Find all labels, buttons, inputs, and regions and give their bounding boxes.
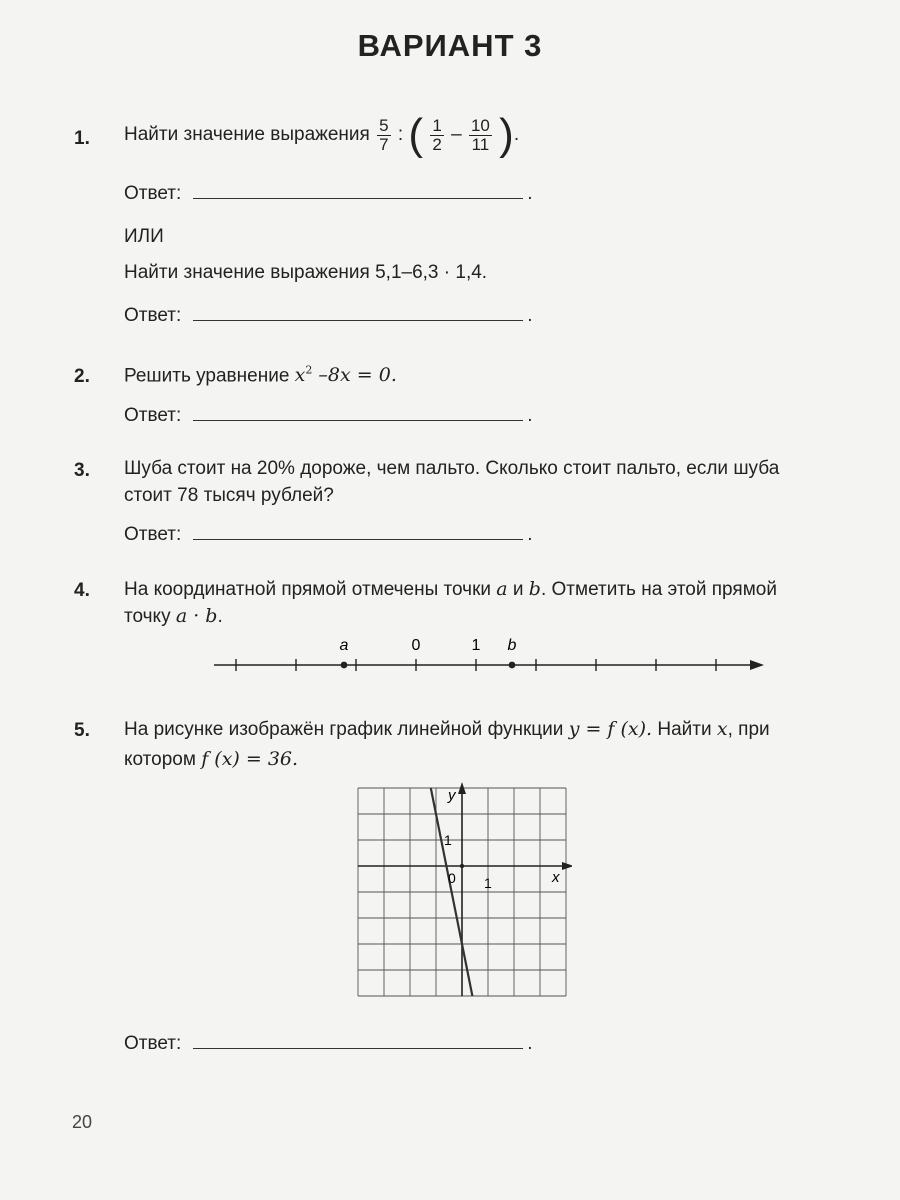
question-1-text: Найти значение выражения $\frac{5}{7}$ : ( $\frac{1}{2}$ – $\frac{10}{11}$ ). — [124, 110, 520, 159]
fraction-1-2: $\frac{1}{2}$ — [432, 115, 442, 154]
number-line — [200, 630, 780, 686]
x-tick-label: 1 — [484, 875, 492, 891]
question-4-number: 4. — [74, 580, 90, 601]
answer-field-5[interactable] — [193, 1030, 523, 1049]
fraction-10-11: $\frac{10}{11}$ — [470, 115, 490, 154]
answer-field-3[interactable] — [193, 521, 523, 540]
question-1-alt-text: Найти значение выражения 5,1–6,3 · 1,4. — [124, 262, 488, 283]
question-2-text: Решить уравнение $x^2$ –8x = 0. — [124, 364, 397, 387]
question-5-number: 5. — [74, 720, 90, 741]
y-tick-label: 1 — [444, 832, 452, 848]
question-5-line-1: На рисунке изображён график линейной функции y = f (x). Найти x, при — [124, 718, 770, 740]
function-graph — [352, 782, 572, 1022]
question-3-number: 3. — [74, 460, 90, 481]
question-3-line-2: стоит 78 тысяч рублей? — [124, 485, 334, 506]
question-1-prompt: Найти значение выражения — [124, 124, 370, 145]
answer-field-1b[interactable] — [193, 302, 523, 321]
point-b — [509, 662, 516, 669]
question-5-line-2: котором f (x) = 36. — [124, 748, 299, 770]
origin-label: 0 — [448, 870, 456, 886]
fraction-5-7: $\frac{5}{7}$ — [379, 115, 389, 154]
answer-row-2: Ответ: . — [124, 402, 533, 427]
question-1-number: 1. — [74, 128, 90, 149]
question-4-line-2: точку a · b. — [124, 605, 223, 627]
y-axis-label: y — [448, 787, 456, 804]
page-title: ВАРИАНТ 3 — [357, 28, 543, 63]
question-3-line-1: Шуба стоит на 20% дороже, чем пальто. Сколько стоит пальто, если шуба — [124, 458, 780, 479]
answer-row-5: Ответ: . — [124, 1030, 533, 1055]
label-b: b — [507, 637, 517, 654]
page-number: 20 — [72, 1112, 93, 1132]
number-line-arrow — [750, 660, 764, 670]
point-a — [341, 662, 348, 669]
label-zero: 0 — [411, 637, 421, 654]
or-label: ИЛИ — [124, 226, 164, 247]
answer-row-1b: Ответ: . — [124, 302, 533, 327]
question-4-line-1: На координатной прямой отмечены точки a и b. Отметить на этой прямой — [124, 578, 777, 600]
answer-field-1[interactable] — [193, 180, 523, 199]
origin-point — [460, 864, 464, 868]
x-axis-label: x — [552, 869, 560, 886]
answer-row-1: Ответ: . — [124, 180, 533, 205]
answer-row-3: Ответ: . — [124, 521, 533, 546]
label-one: 1 — [471, 637, 481, 654]
answer-field-2[interactable] — [193, 402, 523, 421]
question-2-number: 2. — [74, 366, 90, 387]
label-a: a — [339, 637, 349, 654]
equation: $x^2$ –8x = 0. — [294, 364, 397, 387]
x-axis-arrow — [562, 862, 572, 870]
